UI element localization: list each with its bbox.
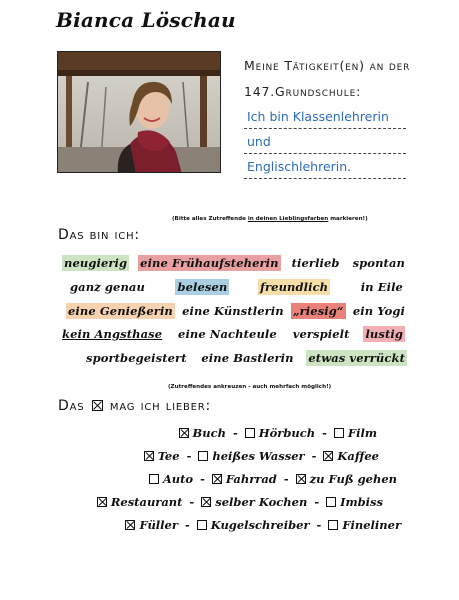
preference-row-1 xyxy=(179,423,377,443)
preference-separator: - xyxy=(200,472,205,486)
empty-box-icon[interactable] xyxy=(245,428,255,438)
section-title-about-me: Das bin ich: xyxy=(58,227,140,243)
role-line-3: Englischlehrerin. xyxy=(244,154,406,179)
empty-box-icon[interactable] xyxy=(198,451,208,461)
trait[interactable]: neugierig xyxy=(64,256,128,270)
activity-intro-line2: 147.Grundschule: xyxy=(244,84,362,99)
preference-label: Film xyxy=(347,426,377,440)
preference-label: Restaurant xyxy=(110,495,183,509)
empty-box-icon[interactable] xyxy=(334,428,344,438)
preference-separator: - xyxy=(316,518,322,532)
preference-row-5 xyxy=(125,515,401,535)
preference-label: Kaffee xyxy=(337,449,379,463)
traits-row-3 xyxy=(66,301,407,321)
preference-label: heißes Wasser xyxy=(212,449,305,463)
preference-option[interactable] xyxy=(144,449,180,463)
empty-box-icon[interactable] xyxy=(149,474,159,484)
traits-row-1 xyxy=(62,253,407,273)
role-lines xyxy=(244,104,406,179)
traits-row-5 xyxy=(84,348,407,368)
preference-row-3 xyxy=(149,469,397,489)
checked-box-icon[interactable] xyxy=(179,428,189,438)
empty-box-icon[interactable] xyxy=(328,520,338,530)
activity-intro xyxy=(244,53,410,105)
preference-separator: - xyxy=(232,426,238,440)
trait[interactable]: lustig xyxy=(365,327,403,341)
preference-label: Auto xyxy=(162,472,194,486)
preference-option[interactable] xyxy=(149,472,193,486)
preference-label: Fineliner xyxy=(342,518,401,532)
checked-box-icon[interactable] xyxy=(144,451,154,461)
preference-row-4 xyxy=(97,492,383,512)
checked-box-icon xyxy=(92,400,103,411)
trait[interactable]: freundlich xyxy=(259,280,329,294)
preference-separator: - xyxy=(283,472,289,486)
preference-option[interactable] xyxy=(197,518,310,532)
trait[interactable]: verspielt xyxy=(292,327,350,341)
preference-option[interactable] xyxy=(245,426,315,440)
preference-option[interactable] xyxy=(97,495,183,509)
trait[interactable]: spontan xyxy=(352,256,405,270)
preference-option[interactable] xyxy=(179,426,226,440)
preference-label: Buch xyxy=(192,426,226,440)
preference-option[interactable] xyxy=(328,518,401,532)
preference-separator: - xyxy=(189,495,195,509)
section-title-preferences-end: mag ich lieber: xyxy=(109,398,211,414)
checkbox-hint: (Zutreffendes ankreuzen - auch mehrfach möglich!) xyxy=(168,384,332,390)
photo-image xyxy=(58,52,221,173)
traits-row-4 xyxy=(60,324,405,344)
preference-option[interactable] xyxy=(125,518,177,532)
marking-hint-end: markieren!) xyxy=(328,216,368,222)
preference-separator: - xyxy=(186,449,192,463)
traits-row-2 xyxy=(68,277,405,297)
person-name: Bianca Löschau xyxy=(56,8,236,32)
preference-separator: - xyxy=(311,449,317,463)
section-title-preferences xyxy=(58,398,211,414)
trait[interactable]: tierlieb xyxy=(291,256,340,270)
checked-box-icon[interactable] xyxy=(125,520,135,530)
preference-label: selber Kochen xyxy=(215,495,308,509)
trait[interactable]: „riesig“ xyxy=(292,304,344,318)
trait[interactable]: eine Frühaufsteherin xyxy=(140,256,279,270)
preference-option[interactable] xyxy=(296,472,397,486)
preference-option[interactable] xyxy=(198,449,304,463)
preference-label: Kugelschreiber xyxy=(210,518,310,532)
role-line-2: und xyxy=(244,129,406,154)
preference-label: Hörbuch xyxy=(258,426,316,440)
checked-box-icon[interactable] xyxy=(201,497,211,507)
marking-hint-underlined: in deinen Lieblingsfarben xyxy=(247,216,329,222)
preference-label: Fahrrad xyxy=(225,472,277,486)
trait[interactable]: eine Bastlerin xyxy=(201,351,294,365)
preference-label: Imbiss xyxy=(340,495,383,509)
preference-label: Füller xyxy=(139,518,178,532)
trait[interactable]: eine Genießerin xyxy=(68,304,173,318)
preference-separator: - xyxy=(314,495,320,509)
preference-row-2 xyxy=(144,446,379,466)
trait[interactable]: sportbegeistert xyxy=(86,351,187,365)
checked-box-icon[interactable] xyxy=(323,451,333,461)
trait[interactable]: kein Angsthase xyxy=(62,327,163,341)
role-line-1: Ich bin Klassenlehrerin xyxy=(244,104,406,129)
preference-label: Tee xyxy=(157,449,180,463)
section-title-preferences-start: Das xyxy=(58,398,85,414)
checked-box-icon[interactable] xyxy=(212,474,222,484)
preference-option[interactable] xyxy=(201,495,307,509)
preference-label: zu Fuß gehen xyxy=(309,472,397,486)
empty-box-icon[interactable] xyxy=(197,520,207,530)
trait[interactable]: belesen xyxy=(177,280,228,294)
checked-box-icon[interactable] xyxy=(296,474,306,484)
profile-photo xyxy=(57,51,221,173)
preference-option[interactable] xyxy=(212,472,277,486)
marking-hint xyxy=(172,216,368,222)
preference-separator: - xyxy=(184,518,190,532)
preference-option[interactable] xyxy=(334,426,377,440)
trait[interactable]: in Eile xyxy=(360,280,403,294)
trait[interactable]: ganz genau xyxy=(70,280,145,294)
trait[interactable]: eine Nachteule xyxy=(178,327,277,341)
marking-hint-start: (Bitte alles Zutreffende xyxy=(172,216,248,222)
preference-option[interactable] xyxy=(326,495,383,509)
trait[interactable]: eine Künstlerin xyxy=(182,304,284,318)
trait[interactable]: ein Yogi xyxy=(352,304,405,318)
empty-box-icon[interactable] xyxy=(326,497,336,507)
preference-option[interactable] xyxy=(323,449,379,463)
checked-box-icon[interactable] xyxy=(97,497,107,507)
preference-separator: - xyxy=(322,426,327,440)
activity-intro-line1: Meine Tätigkeit(en) an der xyxy=(244,58,411,73)
trait[interactable]: etwas verrückt xyxy=(308,351,405,365)
